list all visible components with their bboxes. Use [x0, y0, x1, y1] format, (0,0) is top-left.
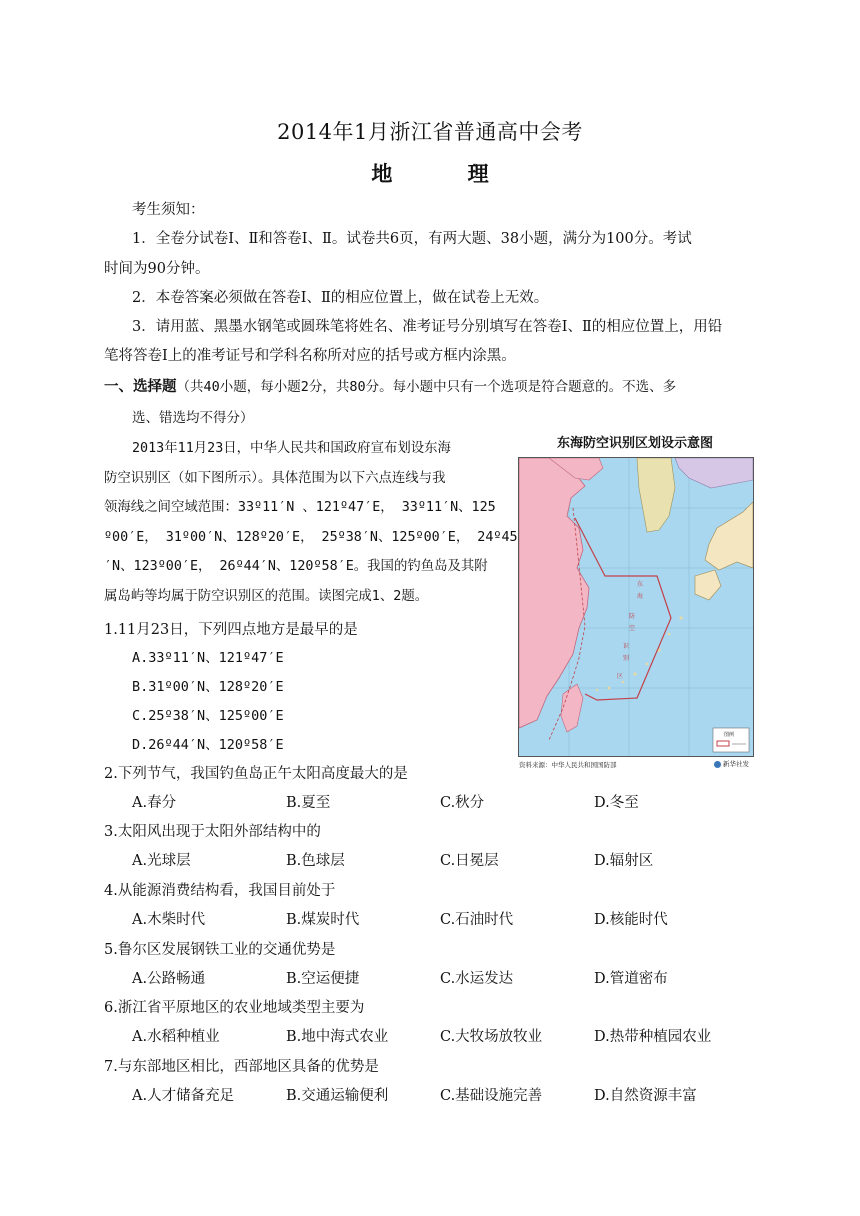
question-5-option-d: D.管道密布 — [594, 971, 668, 987]
question-2-option-a: A.春分 — [132, 795, 177, 811]
map-legend-title: 图例 — [724, 732, 735, 738]
notice-item-2: 2．本卷答案必须做在答卷Ⅰ、Ⅱ的相应位置上，做在试卷上无效。 — [132, 290, 549, 306]
question-7-option-c: C.基础设施完善 — [440, 1088, 543, 1104]
map-agency-label: 新华社发 — [723, 760, 749, 768]
passage-line: 领海线之间空域范围：33º11′N 、121º47′E， 33º11′N、125 — [104, 500, 496, 515]
section-1-desc-line-1: （共40小题，每小题2分，共80分。每小题中只有一个选项是符合题意的。不选、多 — [176, 379, 677, 395]
svg-text:海: 海 — [637, 593, 644, 600]
section-1-label: 一、选择题 — [104, 378, 177, 395]
question-1-option-b: B.31º00′N、128º20′E — [132, 679, 284, 695]
agency-logo-icon — [714, 761, 721, 768]
map-image — [518, 457, 754, 757]
question-3-option-c: C.日冕层 — [440, 853, 499, 869]
notice-heading: 考生须知： — [132, 202, 205, 218]
passage — [104, 434, 518, 611]
subject-title: 地 理 — [371, 161, 523, 186]
question-6-option-a: A.水稻种植业 — [132, 1029, 220, 1045]
adiz-map — [515, 433, 755, 773]
svg-text:别: 别 — [623, 655, 630, 662]
svg-text:防: 防 — [629, 613, 636, 620]
passage-line: ′N、123º00′E， 26º44′N、120º58′E。我国的钓鱼岛及其附 — [104, 559, 488, 574]
passage-line: º00′E， 31º00′N、128º20′E， 25º38′N、125º00′E， 24º45 — [104, 529, 518, 545]
question-3-option-b: B.色球层 — [286, 853, 345, 869]
question-6-option-b: B.地中海式农业 — [286, 1029, 389, 1045]
map-illustration — [519, 458, 753, 756]
map-title: 东海防空识别区划设示意图 — [556, 436, 713, 451]
section-1-heading — [104, 377, 676, 397]
question-2-stem: 2.下列节气，我国钓鱼岛正午太阳高度最大的是 — [104, 766, 408, 782]
question-1-option-c: C.25º38′N、125º00′E — [132, 708, 284, 724]
question-4-option-b: B.煤炭时代 — [286, 912, 360, 928]
svg-text:识: 识 — [623, 643, 630, 650]
notice-item-1-line-2: 时间为90分钟。 — [104, 261, 210, 277]
question-5-stem: 5.鲁尔区发展钢铁工业的交通优势是 — [104, 942, 336, 958]
notice-item-3-line-2: 笔将答卷Ⅰ上的准考证号和学科名称所对应的括号或方框内涂黑。 — [104, 348, 516, 364]
question-2-option-b: B.夏至 — [286, 795, 331, 811]
question-1-option-a: A.33º11′N、121º47′E — [132, 650, 284, 666]
question-7-options — [132, 1086, 772, 1106]
question-5-option-c: C.水运发达 — [440, 971, 514, 987]
map-source: 资料来源：中华人民共和国国防部 — [519, 761, 617, 769]
question-4-option-a: A.木柴时代 — [132, 912, 206, 928]
question-5-option-b: B.空运便捷 — [286, 971, 360, 987]
svg-text:东: 东 — [637, 581, 644, 588]
passage-line: 防空识别区（如下图所示）。具体范围为以下六点连线与我 — [104, 470, 446, 486]
question-4-stem: 4.从能源消费结构看，我国目前处于 — [104, 883, 336, 899]
question-7-option-a: A.人才储备充足 — [132, 1088, 235, 1104]
notice-item-1-line-1: 1．全卷分试卷Ⅰ、Ⅱ和答卷Ⅰ、Ⅱ。试卷共6页，有两大题、38小题，满分为100分。考试 — [132, 231, 692, 247]
question-3-option-d: D.辐射区 — [594, 853, 654, 869]
passage-line: 2013年11月23日，中华人民共和国政府宣布划设东海 — [132, 441, 451, 456]
question-5-options — [132, 969, 772, 989]
map-agency — [714, 759, 749, 768]
question-4-options — [132, 910, 772, 930]
question-6-option-d: D.热带种植园农业 — [594, 1029, 712, 1045]
question-6-options — [132, 1027, 772, 1047]
section-1-desc-line-2: 选、错选均不得分） — [132, 410, 254, 426]
question-7-option-b: B.交通运输便利 — [286, 1088, 389, 1104]
svg-text:空: 空 — [629, 625, 636, 632]
question-2-option-c: C.秋分 — [440, 795, 485, 811]
question-5-option-a: A.公路畅通 — [132, 971, 206, 987]
passage-line: 属岛屿等均属于防空识别区的范围。读图完成1、2题。 — [104, 588, 429, 604]
question-2-option-d: D.冬至 — [594, 795, 639, 811]
question-6-option-c: C.大牧场放牧业 — [440, 1029, 543, 1045]
question-2-options — [132, 793, 772, 813]
question-1-option-d: D.26º44′N、120º58′E — [132, 737, 284, 753]
question-4-option-c: C.石油时代 — [440, 912, 514, 928]
question-7-option-d: D.自然资源丰富 — [594, 1088, 697, 1104]
question-6-stem: 6.浙江省平原地区的农业地域类型主要为 — [104, 1000, 365, 1016]
question-3-option-a: A.光球层 — [132, 853, 191, 869]
exam-title: 2014年1月浙江省普通高中会考 — [277, 120, 583, 144]
question-3-stem: 3.太阳风出现于太阳外部结构中的 — [104, 824, 321, 840]
question-4-option-d: D.核能时代 — [594, 912, 668, 928]
svg-text:区: 区 — [617, 673, 624, 680]
question-7-stem: 7.与东部地区相比，西部地区具备的优势是 — [104, 1059, 379, 1075]
question-3-options — [132, 851, 772, 871]
notice-item-3-line-1: 3．请用蓝、黑墨水钢笔或圆珠笔将姓名、准考证号分别填写在答卷Ⅰ、Ⅱ的相应位置上，用铅 — [132, 319, 723, 335]
question-1-stem: 1.11月23日，下列四点地方是最早的是 — [104, 622, 358, 638]
